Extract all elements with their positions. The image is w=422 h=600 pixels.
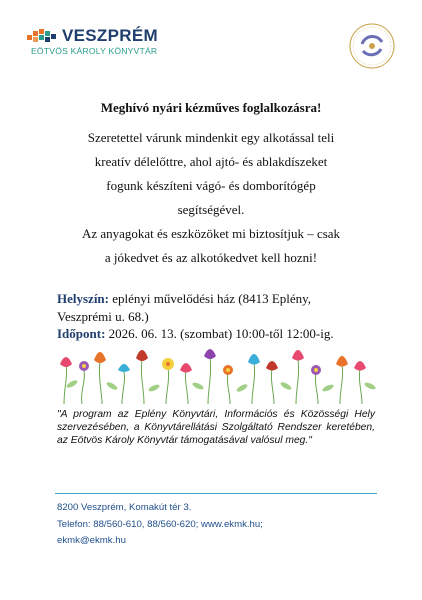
contact-phone-web: Telefon: 88/560-610, 88/560-620; www.ekmk.hu; — [57, 518, 263, 530]
flowers-illustration — [56, 342, 378, 404]
logo-subtitle: EÖTVÖS KÁROLY KÖNYVTÁR — [31, 46, 158, 56]
contact-block — [57, 500, 387, 550]
logo-mark-icon — [27, 29, 57, 43]
invitation-heading: Meghívó nyári kézműves foglalkozásra! — [100, 100, 322, 115]
body-line: Szeretettel várunk mindenkit egy alkotással teli — [87, 130, 335, 145]
logo-title: VESZPRÉM — [62, 26, 158, 45]
seal-icon — [348, 22, 396, 70]
body-line: kreatív délelőttre, ahol ajtó- és ablakdíszeket — [94, 154, 328, 169]
time-label: Időpont: — [57, 326, 106, 341]
time-value: 2026. 06. 13. (szombat) 10:00-től 12:00-ig. — [105, 326, 334, 341]
invitation-body — [30, 126, 392, 270]
event-info — [57, 290, 387, 343]
location-line-2: Veszprémi u. 68.) — [57, 308, 149, 324]
body-line: segítségével. — [177, 202, 245, 217]
body-line: a jókedvet és az alkotókedvet kell hozni! — [104, 250, 318, 265]
location-line — [57, 290, 387, 308]
footer-divider — [55, 493, 377, 494]
library-logo — [27, 26, 167, 58]
body-line: Az anyagokat és eszközöket mi biztosítjuk – csak — [81, 226, 341, 241]
location-label: Helyszín: — [57, 291, 109, 306]
time-line — [57, 325, 387, 343]
contact-email: ekmk@ekmk.hu — [57, 535, 126, 546]
program-note: "A program az Eplény Könyvtári, Információs és Közösségi Hely szervezésében, a Könyvtárellátási Szolgáltató Rendszer keretében, az Eötvös Károly Könyvtár támogatásával valósul meg." — [57, 409, 375, 447]
body-line: fogunk készíteni vágó- és domborítógép — [106, 178, 316, 193]
location-value: eplényi művelődési ház (8413 Eplény, — [109, 291, 312, 306]
contact-address: 8200 Veszprém, Komakút tér 3. — [57, 502, 192, 513]
